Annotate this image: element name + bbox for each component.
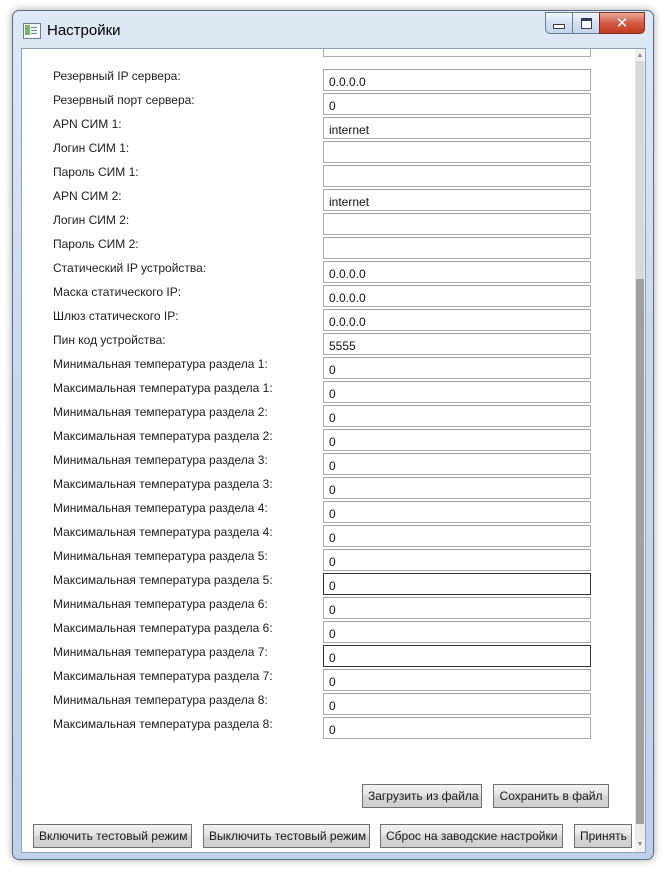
field-label: Минимальная температура раздела 7: [53,645,268,659]
field-input[interactable] [323,405,591,427]
field-input[interactable] [323,285,591,307]
settings-row [22,691,634,715]
field-input[interactable] [323,261,591,283]
field-input[interactable] [323,501,591,523]
minimize-button[interactable] [545,12,572,34]
settings-row [22,403,634,427]
maximize-icon [581,18,592,29]
field-input[interactable] [323,213,591,235]
field-label: Резервный IP сервера: [53,69,181,83]
settings-row [22,187,634,211]
settings-row [22,115,634,139]
settings-row [22,379,634,403]
settings-row [22,619,634,643]
settings-row [22,595,634,619]
field-input[interactable] [323,525,591,547]
field-input[interactable] [323,717,591,739]
app-icon [23,23,41,39]
settings-row [22,715,634,739]
field-label: Пароль СИМ 2: [53,237,139,251]
settings-form [22,49,634,852]
close-icon: ✕ [615,13,629,32]
field-label: Шлюз статического IP: [53,309,179,323]
field-input[interactable] [323,93,591,115]
settings-row [22,523,634,547]
field-label: Максимальная температура раздела 5: [53,573,273,587]
settings-row [22,331,634,355]
field-label: Пин код устройства: [53,333,166,347]
field-input[interactable] [323,381,591,403]
settings-row [22,451,634,475]
scroll-thumb[interactable] [636,279,644,824]
field-label: Максимальная температура раздела 4: [53,525,273,539]
field-label: Минимальная температура раздела 5: [53,549,268,563]
field-input[interactable] [323,165,591,187]
settings-row [22,643,634,667]
field-label: Максимальная температура раздела 2: [53,429,273,443]
field-input[interactable] [323,117,591,139]
scroll-up-icon[interactable]: ▲ [636,52,644,59]
field-input[interactable] [323,237,591,259]
field-label: Минимальная температура раздела 3: [53,453,268,467]
settings-row [22,307,634,331]
enable-test-mode-button[interactable]: Включить тестовый режим [33,824,192,848]
scroll-down-icon[interactable]: ▼ [636,841,644,848]
field-label: Максимальная температура раздела 6: [53,621,273,635]
field-input[interactable] [323,669,591,691]
field-input[interactable] [323,477,591,499]
field-input[interactable] [323,69,591,91]
settings-row [22,139,634,163]
field-label: Логин СИМ 2: [53,213,130,227]
field-input[interactable] [323,189,591,211]
settings-row [22,211,634,235]
vertical-scrollbar[interactable] [635,49,645,852]
minimize-icon [553,24,565,29]
field-input[interactable] [323,693,591,715]
disable-test-mode-button[interactable]: Выключить тестовый режим [203,824,370,848]
apply-button[interactable]: Принять [574,824,632,848]
settings-row [22,547,634,571]
field-label: Маска статического IP: [53,285,182,299]
save-to-file-button[interactable]: Сохранить в файл [493,784,609,808]
settings-row [22,259,634,283]
field-input[interactable] [323,549,591,571]
field-input[interactable] [323,357,591,379]
field-label: Пароль СИМ 1: [53,165,139,179]
field-label: Минимальная температура раздела 6: [53,597,268,611]
scroll-track-upper[interactable] [636,61,644,279]
load-from-file-button[interactable]: Загрузить из файла [362,784,482,808]
settings-row [22,571,634,595]
field-label: Максимальная температура раздела 7: [53,669,273,683]
field-label: Резервный порт сервера: [53,93,195,107]
field-label: APN СИМ 1: [53,117,122,131]
field-input[interactable] [323,453,591,475]
maximize-button[interactable] [572,12,599,34]
field-input[interactable] [323,309,591,331]
window-title: Настройки [47,22,121,39]
field-label: APN СИМ 2: [53,189,122,203]
settings-row [22,499,634,523]
settings-row [22,91,634,115]
settings-row [22,475,634,499]
factory-reset-button[interactable]: Сброс на заводские настройки [380,824,563,848]
settings-row [22,667,634,691]
field-label: Максимальная температура раздела 3: [53,477,273,491]
settings-row [22,355,634,379]
settings-row [22,67,634,91]
field-input[interactable] [323,141,591,163]
client-area [21,48,646,853]
field-input[interactable] [323,645,591,667]
field-label: Минимальная температура раздела 8: [53,693,268,707]
field-label: Минимальная температура раздела 2: [53,405,268,419]
field-label: Логин СИМ 1: [53,141,130,155]
clipped-field-edge [323,49,591,57]
title-bar[interactable] [13,11,653,49]
field-input[interactable] [323,597,591,619]
field-label: Минимальная температура раздела 4: [53,501,268,515]
settings-row [22,235,634,259]
field-label: Минимальная температура раздела 1: [53,357,268,371]
field-label: Максимальная температура раздела 1: [53,381,273,395]
caption-buttons [545,12,645,34]
settings-row [22,283,634,307]
field-input[interactable] [323,621,591,643]
field-label: Статический IP устройства: [53,261,207,275]
field-label: Максимальная температура раздела 8: [53,717,273,731]
settings-row [22,427,634,451]
field-input[interactable] [323,573,591,595]
settings-window [12,10,654,860]
settings-row [22,163,634,187]
field-input[interactable] [323,429,591,451]
close-button[interactable] [599,12,645,34]
field-input[interactable] [323,333,591,355]
